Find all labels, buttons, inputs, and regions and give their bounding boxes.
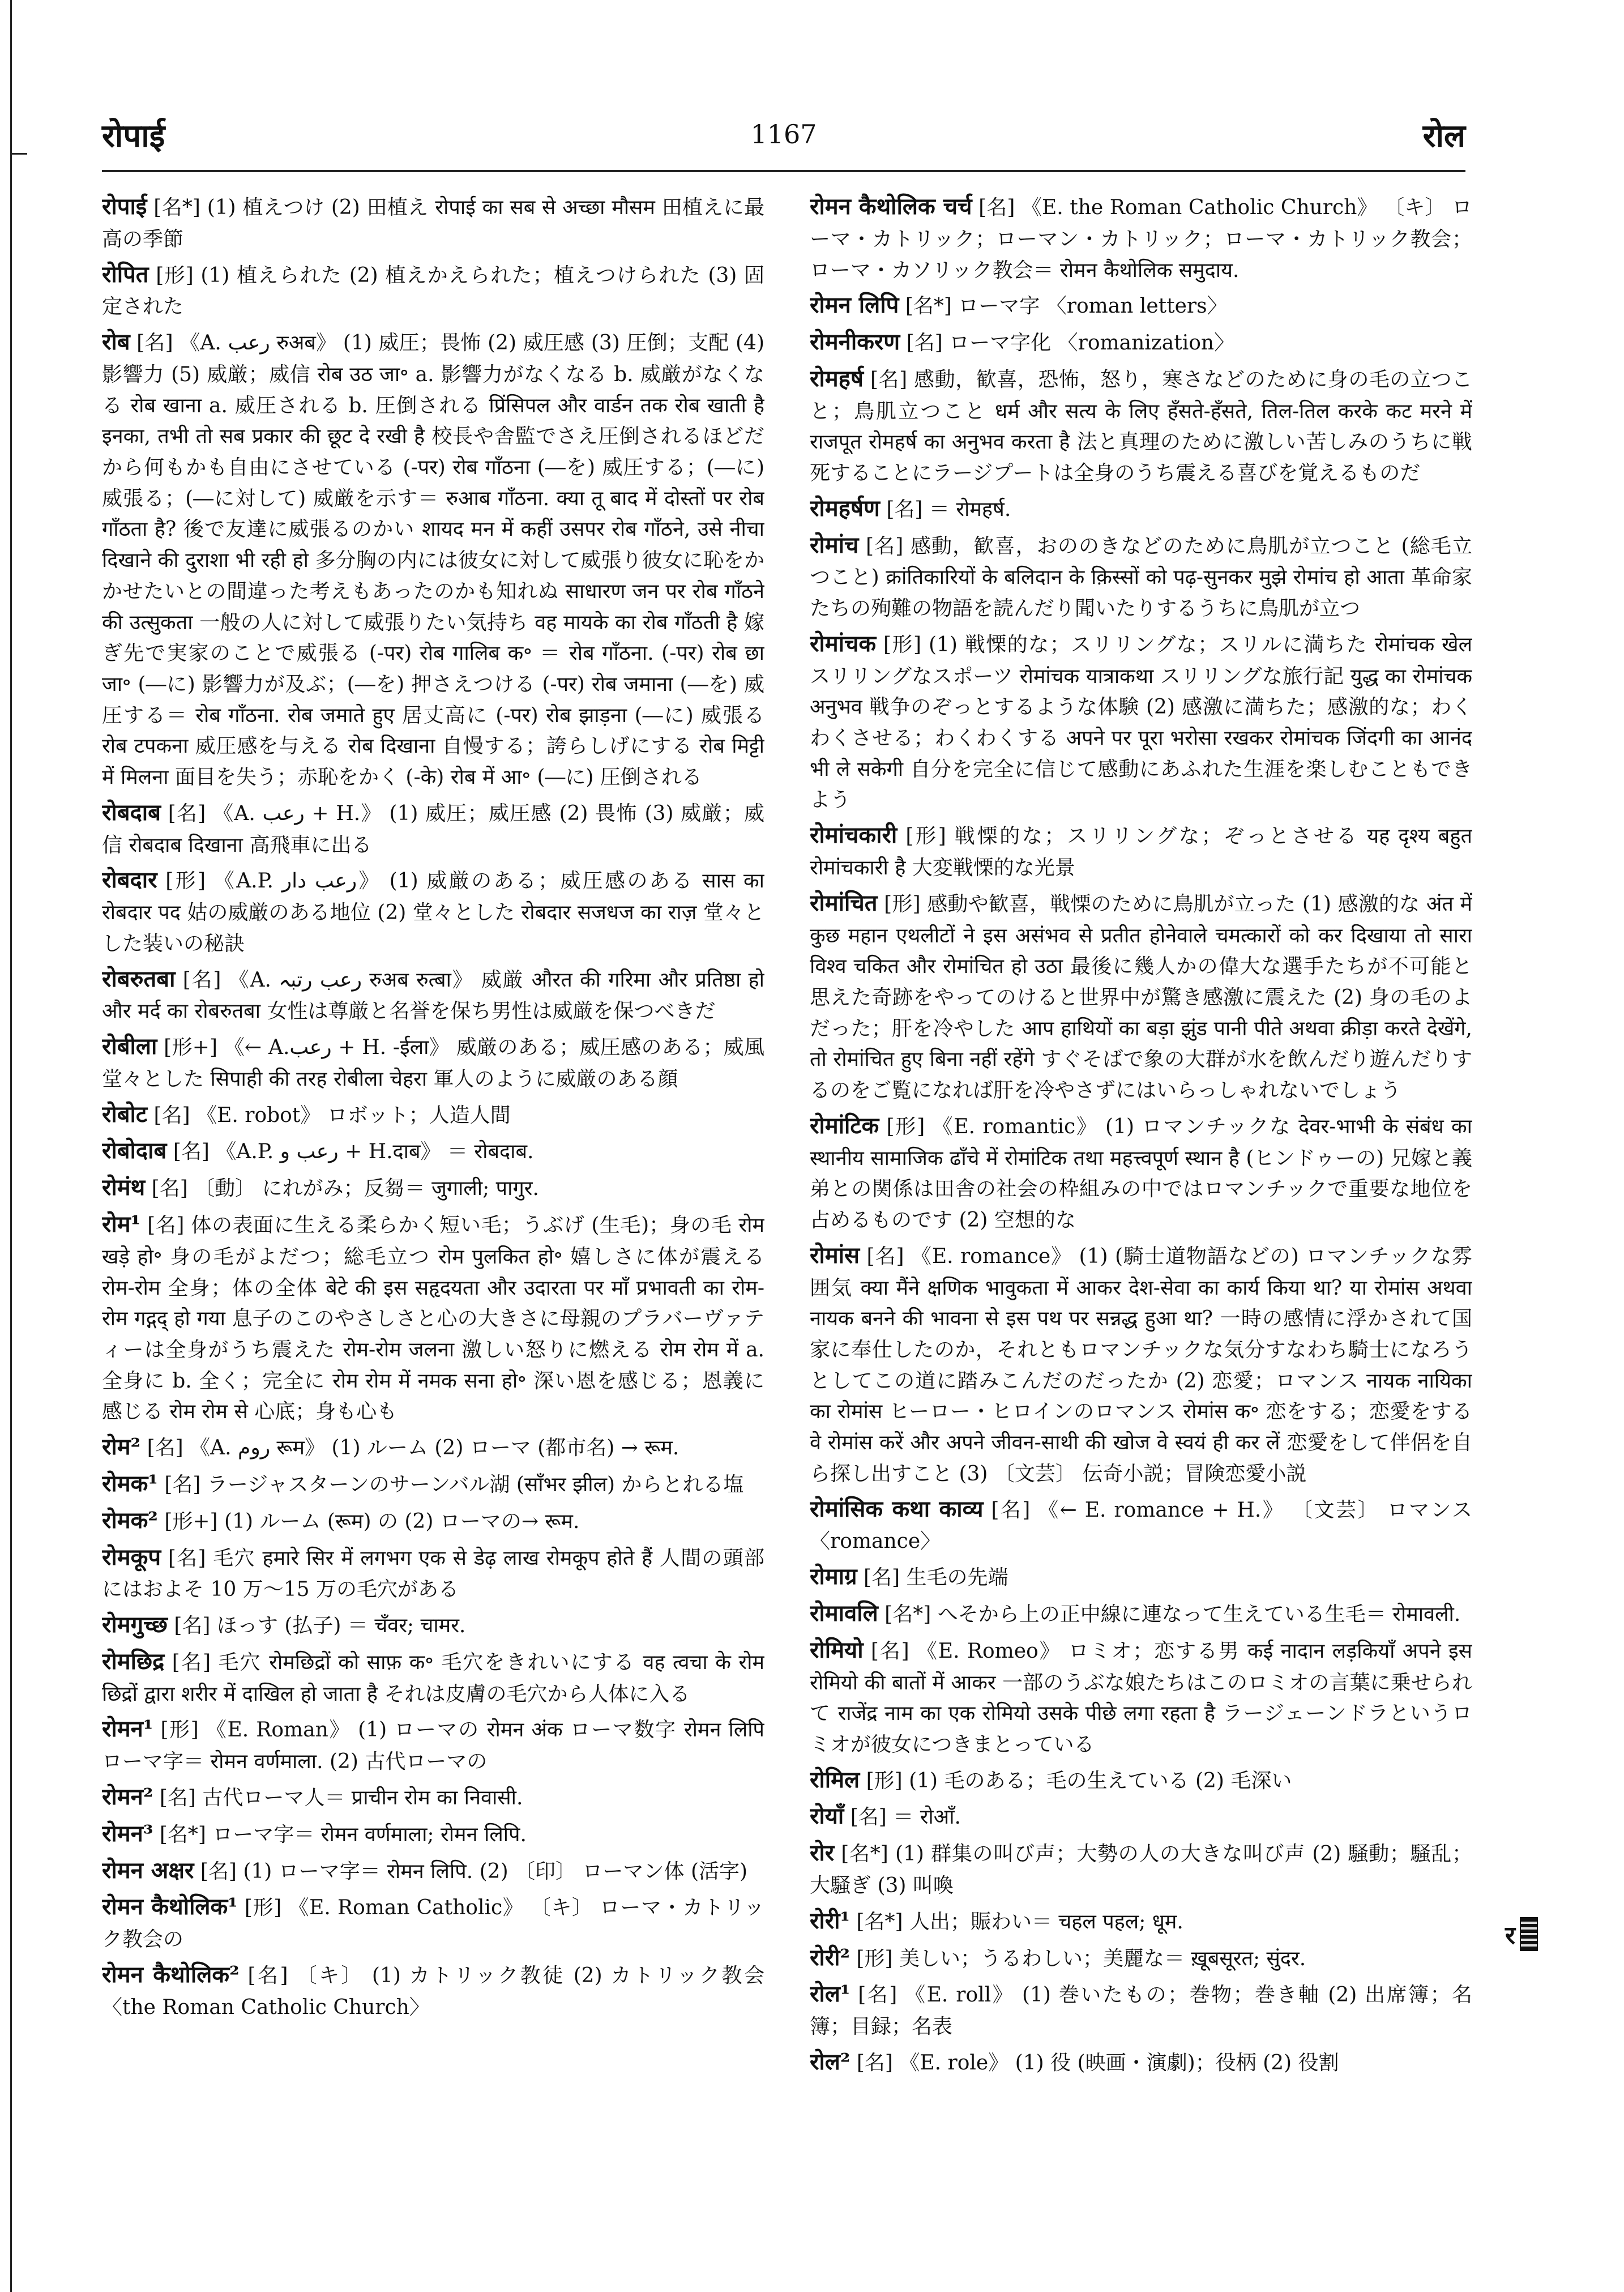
- right-column: [810, 190, 1472, 2201]
- entry-definition: [名] 生毛の先端: [857, 1566, 1008, 1590]
- entry-headword: रोमन²: [102, 1783, 153, 1810]
- entry-headword: रोमावलि: [810, 1599, 878, 1627]
- dictionary-entry: [810, 528, 1472, 625]
- entry-headword: रोबोट: [102, 1100, 148, 1128]
- header-first-word: रोपाई: [102, 117, 165, 155]
- entry-definition: [形] (1) 戦慄的な；スリリングな；スリルに満ちた रोमांचक खेल スリリングなスポーツ रोमांचक यात्राकथा スリリングな旅行記 युद्ध का रोमांचक अनुभव 戦争のぞっとするような体験 (2) 感激に満ちた；感激的な；わくわくさせる；わくわくする अपने पर पूरा भरोसा रखकर रोमांचक जिंदगी का आनंद भी ले सकेगी 自分を完全に信じて感動にあふれた生涯を楽しむこともできよう: [810, 633, 1472, 812]
- thumb-index-letter: र: [1505, 1921, 1515, 1950]
- entry-definition: [形] 戦慄的な；スリリングな；ぞっとさせる यह दृश्य बहुत रोमांचकारी है 大変戦慄的な光景: [810, 825, 1472, 880]
- dictionary-entry: [810, 190, 1472, 286]
- dictionary-entry: [102, 863, 764, 959]
- entry-headword: रोरी¹: [810, 1907, 850, 1934]
- dictionary-entry: [102, 1207, 764, 1428]
- entry-headword: रोब: [102, 328, 130, 356]
- entry-definition: [名*] 人出；賑わい＝ चहल पहल; धूम.: [849, 1910, 1183, 1934]
- entry-headword: रोमांचक: [810, 630, 877, 657]
- entry-definition: [名] 体の表面に生える柔らかく短い毛；うぶげ (生毛)；身の毛 रोम खड़े हो॰ 身の毛がよだつ；総毛立つ रोम पुलकित हो॰ 嬉しさに体が震える रोम-रोम 全身；体の全体 बेटे की इस सहृदयता और उदारता पर माँ प्रभावती का रोम-रोम गद्गद् हो गया 息子のこのやさしさと心の大きさに母親のプラバーヴァティーは全身がうち震えた रोम-रोम जलना 激しい怒りに燃える रोम रोम में a. 全身に b. 全く；完全に रोम रोम में नमक सना हो॰ 深い恩を感じる；恩義に感じる रोम रोम से 心底；身も心も: [102, 1214, 764, 1424]
- entry-headword: रोमांचित: [810, 889, 878, 916]
- entry-definition: [名] 〔キ〕 (1) カトリック教徒 (2) カトリック教会 〈the Roman Catholic Church〉: [102, 1964, 764, 2019]
- entry-definition: [形] 《E. Roman》 (1) ローマの रोमन अंक ローマ数字 रोमन लिपि ローマ字＝ रोमन वर्णमाला. (2) 古代ローマの: [102, 1718, 764, 1774]
- dictionary-entry: [102, 1958, 764, 2024]
- dictionary-entry: [102, 962, 764, 1028]
- entry-headword: रोमन¹: [102, 1715, 153, 1743]
- entry-definition: [名] 《A. رعب + H.》 (1) 威圧；威圧感 (2) 畏怖 (3) 威厳；威信 रोबदाब दिखाना 高飛車に出る: [102, 801, 764, 857]
- dictionary-entry: [102, 1171, 764, 1205]
- dictionary-entry: [102, 1780, 764, 1815]
- page-number: 1167: [750, 119, 817, 150]
- entry-headword: रोम²: [102, 1433, 141, 1461]
- dictionary-entry: [810, 1560, 1472, 1594]
- entry-headword: रोबोदाब: [102, 1137, 167, 1164]
- entry-definition: [名] ＝ रोमहर्ष.: [879, 497, 1011, 521]
- entry-definition: [名] 毛穴 हमारे सिर में लगभग एक से डेढ़ लाख रोमकूप होते हैं 人間の頭部にはおよそ 10 万～15 万の毛穴がある: [102, 1546, 764, 1602]
- binding-tick: [10, 153, 27, 155]
- entry-definition: [名] 《E. Romeo》 ロミオ；恋する男 कई नादान लड़कियाँ अपने इस रोमियो की बातों में आकर 一部のうぶな娘たちはこのロミオの言葉に乗せられて राजेंद्र नाम का एक रोमियो उसके पीछे लगा रहता है ラージェーンドラというロミオが彼女につきまとっている: [810, 1639, 1472, 1756]
- entry-headword: रोमांच: [810, 531, 859, 558]
- entry-definition: [名] ローマ字化 〈romanization〉: [900, 331, 1235, 355]
- entry-headword: रोम¹: [102, 1211, 141, 1238]
- entry-definition: [形] 美しい；うるわしい；美麗な＝ ख़ूबसूरत; सुंदर.: [849, 1947, 1306, 1970]
- entry-headword: रोमांस: [810, 1241, 860, 1269]
- entry-definition: [名] 《A. رعب رتبہ रुअब रुत्बा》 威厳 औरत की गरिमा और प्रतिष्ठा हो और मर्द का रोबरुतबा 女性は尊厳と名誉を保ち男性は威厳を保つべきだ: [102, 968, 764, 1023]
- dictionary-entry: [810, 325, 1472, 360]
- dictionary-entry: [810, 1836, 1472, 1902]
- entry-definition: [形] (1) 毛のある；毛の生えている (2) 毛深い: [860, 1769, 1292, 1792]
- entry-definition: [名] ＝ रोआँ.: [844, 1806, 961, 1829]
- dictionary-entry: [102, 1030, 764, 1095]
- entry-definition: [名] 《E. robot》 ロボット；人造人間: [147, 1103, 511, 1127]
- header-rule: [102, 170, 1465, 172]
- entry-definition: [名] ラージャスターンのサーンバル湖 (साँभर झील) からとれる塩: [157, 1472, 744, 1496]
- dictionary-entry: [102, 1817, 764, 1851]
- entry-headword: रोयाँ: [810, 1803, 844, 1830]
- dictionary-entry: [102, 325, 764, 793]
- dictionary-entry: [810, 1941, 1472, 1975]
- entry-headword: रोमन लिपि: [810, 292, 899, 319]
- dictionary-entry: [810, 2045, 1472, 2080]
- thumb-index: [1505, 1914, 1556, 1954]
- dictionary-entry: [102, 190, 764, 255]
- dictionary-entry: [102, 1645, 764, 1710]
- dictionary-entry: [810, 627, 1472, 816]
- entry-headword: रोमक²: [102, 1506, 158, 1534]
- entry-headword: रोमियो: [810, 1636, 864, 1663]
- entry-definition: [名] 《E. the Roman Catholic Church》 〔キ〕 ローマ・カトリック；ローマン・カトリック；ローマ・カトリック教会；ローマ・カソリック教会＝ रोमन कैथोलिक समुदाय.: [810, 196, 1472, 282]
- entry-headword: रोमंथ: [102, 1174, 146, 1201]
- entry-definition: [名] 《A. رعب रुअब》 (1) 威圧；畏怖 (2) 威圧感 (3) 圧倒；支配 (4) 影響力 (5) 威厳；威信 रोब उठ जा॰ a. 影響力がなくなる b. 威厳がなくなる रोब खाना a. 威圧される b. 圧倒される प्रिंसिपल और वार्डन तक रोब खाती है इनका, तभी तो सब प्रकार की छूट दे रखी है 校長や舎監でさえ圧倒されるほどだから何もかも自由にさせている (-पर) रोब गाँठना (―を) 威圧する；(―に) 威張る；(―に対して) 威厳を示す＝ रुआब गाँठना. क्या तू बाद में दोस्तों पर रोब गाँठता है? 後で友達に威張るのかい शायद मन में कहीं उसपर रोब गाँठने, उसे नीचा दिखाने की दुराशा भी रही हो 多分胸の内には彼女に対して威張り彼女に恥をかかせたいとの間違った考えもあったのかも知れぬ साधारण जन पर रोब गाँठने की उत्सुकता 一般の人に対して威張りたい気持ち वह मायके का रोब गाँठती है 嫁ぎ先で実家のことで威張る (-पर) रोब गालिब क॰ ＝ रोब गाँठना. (-पर) रोब छा जा॰ (―に) 影響力が及ぶ；(―を) 押さえつける (-पर) रोब जमाना (―を) 威圧する＝ रोब गाँठना. रोब जमाते हुए 居丈高に (-पर) रोब झाड़ना (―に) 威張る रोब टपकना 威圧感を与える रोब दिखाना 自慢する；誇らしげにする रोब मिट्टी में मिलना 面目を失う；赤恥をかく (-के) रोब में आ॰ (―に) 圧倒される: [102, 331, 764, 789]
- entry-definition: [形] 《A.P. رعب دار》 (1) 威厳のある；威圧感のある सास का रोबदार पद 姑の威厳のある地位 (2) 堂々とした रोबदार सजधज का राज़ 堂々とした装いの秘訣: [102, 869, 764, 955]
- entry-headword: रोमनीकरण: [810, 328, 900, 356]
- entry-headword: रोपित: [102, 261, 149, 288]
- entry-definition: [名*] (1) 植えつけ (2) 田植え रोपाई का सब से अच्छा मौसम 田植えに最高の季節: [102, 196, 764, 251]
- dictionary-entry: [810, 1799, 1472, 1834]
- dictionary-entry: [102, 1712, 764, 1778]
- dictionary-entry: [810, 1763, 1472, 1798]
- dictionary-entry: [102, 1890, 764, 1956]
- entry-definition: [名*] ローマ字 〈roman letters〉: [899, 294, 1228, 318]
- entry-definition: [形] 《E. romantic》 (1) ロマンチックな देवर-भाभी के संबंध का स्थानीय सामाजिक ढाँचे में रोमांटिक तथा महत्त्वपूर्ण स्थान है (ヒンドゥーの) 兄嫁と義弟との関係は田舎の社会の枠組みの中ではロマンチックで重要な地位を占めるものです (2) 空想的な: [810, 1115, 1472, 1232]
- dictionary-entry: [102, 1504, 764, 1538]
- entry-headword: रोबदाब: [102, 799, 161, 826]
- binding-rule: [10, 0, 12, 2292]
- entry-definition: [名] 〔動〕 にれがみ；反芻＝ जुगाली; पागुर.: [145, 1177, 539, 1201]
- header-last-word: रोल: [1422, 117, 1465, 155]
- entry-definition: [名] 《A. روم रूम》 (1) ルーム (2) ローマ (都市名) → रूम.: [140, 1436, 679, 1460]
- entry-definition: [形] (1) 植えられた (2) 植えかえられた；植えつけられた (3) 固定された: [102, 263, 764, 319]
- entry-definition: [名*] へそから上の正中線に連なって生えている生毛＝ रोमावली.: [878, 1602, 1461, 1626]
- dictionary-entry: [102, 796, 764, 861]
- entry-definition: [名] 《← E. romance + H.》 〔文芸〕 ロマンス 〈romance〉: [810, 1498, 1472, 1553]
- entry-headword: रोमन कैथोलिक चर्च: [810, 193, 972, 220]
- dictionary-entry: [810, 1633, 1472, 1761]
- entry-headword: रोबदार: [102, 867, 157, 894]
- dictionary-entry: [810, 1597, 1472, 1631]
- entry-definition: [形+] (1) ルーム (रूम) の (2) ローマの→ रूम.: [157, 1509, 580, 1533]
- entry-headword: रोमकूप: [102, 1543, 161, 1570]
- dictionary-entry: [810, 1904, 1472, 1939]
- dictionary-entry: [810, 1109, 1472, 1236]
- entry-headword: रोमछिद्र: [102, 1647, 165, 1675]
- entry-headword: रोमन अक्षर: [102, 1856, 194, 1884]
- dictionary-entry: [102, 1134, 764, 1168]
- entry-headword: रोल²: [810, 2048, 851, 2075]
- entry-definition: [名*] ローマ字＝ रोमन वर्णमाला; रोमन लिपि.: [153, 1822, 527, 1846]
- dictionary-entry: [810, 886, 1472, 1107]
- entry-headword: रोमांसिक कथा काव्य: [810, 1495, 984, 1522]
- entry-headword: रोबीला: [102, 1033, 157, 1060]
- left-column: [102, 190, 764, 2201]
- dictionary-entry: [102, 1854, 764, 1888]
- entry-definition: [形+] 《← A.رعب + H. -ईला》 威厳のある；威圧感のある；威風堂々とした सिपाही की तरह रोबीला चेहरा 軍人のように威厳のある顔: [102, 1036, 764, 1091]
- dictionary-entry: [810, 818, 1472, 884]
- entry-definition: [名] ほっす (払子) ＝ चँवर; चामर.: [167, 1614, 466, 1638]
- dictionary-entry: [810, 1977, 1472, 2043]
- entry-definition: [名] 感動，歓喜，おののきなどのために鳥肌が立つこと (総毛立つこと) क्रांतिकारियों के बलिदान के क़िस्सों को पढ़-सुनकर मुझे रोमांच हो आता 革命家たちの殉難の物語を読んだり聞いたりするうちに鳥肌が立つ: [810, 534, 1472, 621]
- entry-headword: रोमहर्षण: [810, 494, 880, 522]
- entry-headword: रोमगुच्छ: [102, 1611, 168, 1638]
- entry-definition: [形] 《E. Roman Catholic》 〔キ〕 ローマ・カトリック教会の: [102, 1896, 764, 1952]
- entry-definition: [名*] (1) 群集の叫び声；大勢の人の大きな叫び声 (2) 騒動；騒乱；大騒ぎ (3) 叫喚: [810, 1842, 1472, 1898]
- dictionary-entry: [102, 1608, 764, 1642]
- dictionary-entry: [810, 362, 1472, 489]
- entry-definition: [名] 《E. roll》 (1) 巻いたもの；巻物；巻き軸 (2) 出席簿；名簿；目録；名表: [810, 1983, 1472, 2039]
- entry-headword: रोल¹: [810, 1981, 851, 2008]
- entry-headword: रोबरुतबा: [102, 965, 176, 992]
- entry-definition: [名] 古代ローマ人＝ प्राचीन रोम का निवासी.: [153, 1786, 523, 1809]
- entry-definition: [名] 《E. role》 (1) 役 (映画・演劇)；役柄 (2) 役割: [850, 2051, 1339, 2075]
- entry-headword: रोर: [810, 1839, 835, 1867]
- entry-definition: [名] (1) ローマ字＝ रोमन लिपि. (2) 〔印〕 ローマン体 (活字): [194, 1859, 748, 1883]
- entry-headword: रोमन कैथोलिक¹: [102, 1893, 238, 1920]
- dictionary-entry: [810, 1239, 1472, 1490]
- entry-headword: रोमक¹: [102, 1470, 158, 1497]
- page-header: [102, 108, 1465, 170]
- dictionary-entry: [810, 288, 1472, 323]
- entry-headword: रोमन कैथोलिक²: [102, 1961, 240, 1988]
- entry-definition: [名] 感動，歓喜，恐怖，怒り，寒さなどのために身の毛の立つこと；鳥肌立つこと धर्म और सत्य के लिए हँसते-हँसते, तिल-तिल करके कट मरने में राजपूत रोमहर्ष का अनुभव करता है 法と真理のために激しい苦しみのうちに戦死することにラージプートは全身のうち震える喜びを覚えるものだ: [810, 368, 1472, 485]
- entry-definition: [名] 毛穴 रोमछिद्रों को साफ़ क॰ 毛穴をきれいにする वह त्वचा के रोम छिद्रों द्वारा शरीर में दाखिल हो जाता है それは皮膚の毛穴から人体に入る: [102, 1650, 764, 1706]
- entry-headword: रोपाई: [102, 193, 147, 220]
- entry-headword: रोमिल: [810, 1766, 860, 1793]
- entry-headword: रोरी²: [810, 1944, 850, 1971]
- dictionary-entry: [810, 492, 1472, 526]
- entry-definition: [名] 《E. romance》 (1) (騎士道物語などの) ロマンチックな雰囲気 क्या मैंने क्षणिक भावुकता में आकर देश-सेवा का कार्य किया था? या रोमांस अथवा नायक बनने की भावना से इस पथ पर सन्नद्ध हुआ था? 一時の感情に浮かされて国家に奉仕したのか，それともロマンチックな気分すなわち騎士になろうとしてこの道に踏みこんだのだったか (2) 恋愛；ロマンス नायक नायिका का रोमांस ヒーロー・ヒロインのロマンス रोमांस क॰ 恋をする；恋愛をする वे रोमांस करें और अपने जीवन-साथी की खोज वे स्वयं ही कर लें 恋愛をして伴侶を自ら探し出すこと (3) 〔文芸〕 伝奇小説；冒険恋愛小説: [810, 1244, 1472, 1486]
- entry-definition: [名] 《A.P. رعب و + H.दाब》 ＝ रोबदाब.: [166, 1140, 534, 1164]
- dictionary-entry: [102, 1467, 764, 1501]
- entry-headword: रोमाग्र: [810, 1563, 857, 1590]
- entry-definition: [形] 感動や歓喜，戦慄のために鳥肌が立った (1) 感激的な अंत में कुछ महान एथलीटों ने इस असंभव से प्रतीत होनेवाले चमत्कारों को कर दिखाया तो सारा विश्व चकित और रोमांचित हो उठा 最後に幾人かの偉大な選手たちが不可能と思えた奇跡をやってのけると世界中が驚き感激に震えた (2) 身の毛のよだった；肝を冷やした आप हाथियों का बड़ा झुंड पानी पीते अथवा क्रीड़ा करते देखेंगे, तो रोमांचित हुए बिना नहीं रहेंगे すぐそばで象の大群が水を飲んだり遊んだりするのをご覧になれば肝を冷やさずにはいらっしゃれないでしょう: [810, 892, 1472, 1103]
- thumb-index-mark: [1520, 1917, 1538, 1951]
- entry-headword: रोमन³: [102, 1820, 153, 1847]
- entry-headword: रोमांचकारी: [810, 822, 898, 849]
- dictionary-entry: [102, 1540, 764, 1606]
- entry-headword: रोमांटिक: [810, 1112, 879, 1139]
- dictionary-entry: [102, 1430, 764, 1465]
- dictionary-entry: [102, 1098, 764, 1132]
- dictionary-entry: [810, 1492, 1472, 1558]
- dictionary-entry: [102, 258, 764, 323]
- entry-headword: रोमहर्ष: [810, 365, 864, 392]
